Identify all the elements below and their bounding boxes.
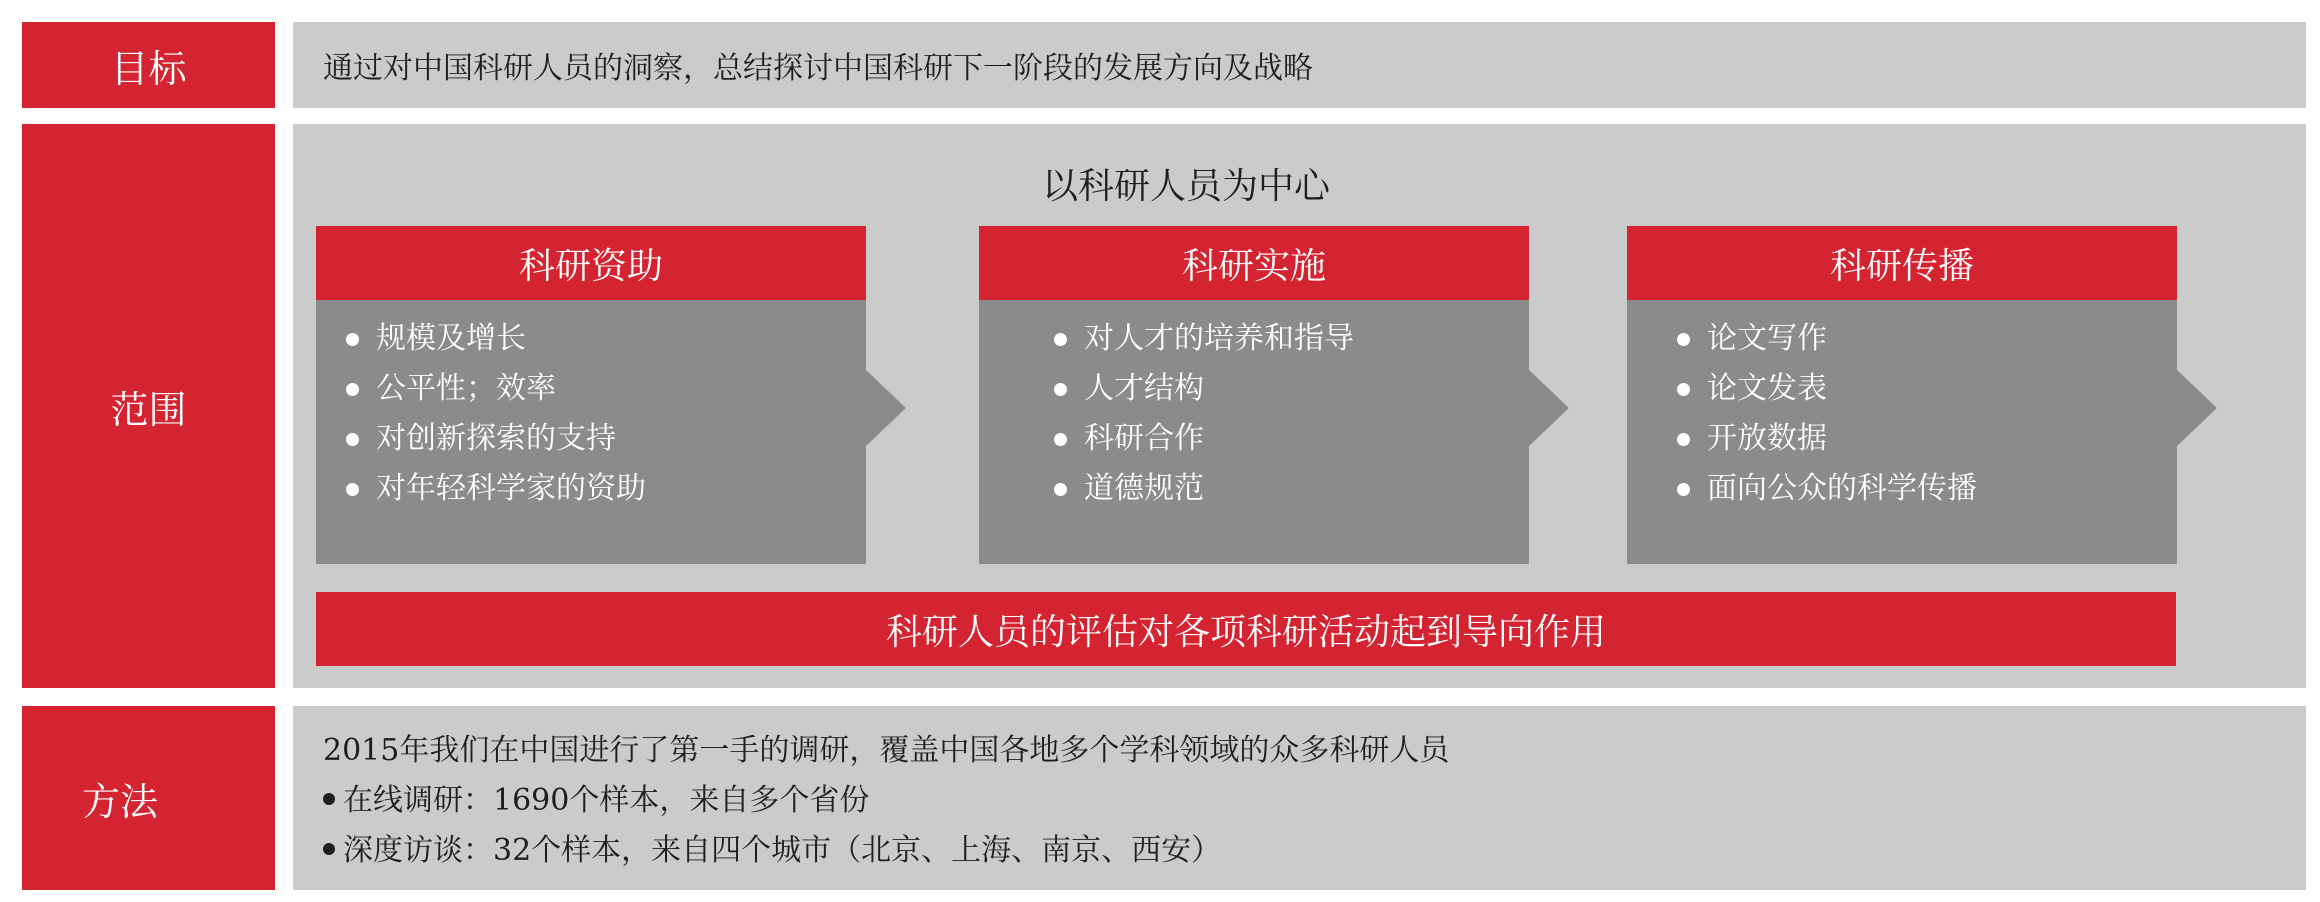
bullet-icon	[1677, 383, 1690, 396]
stage-body	[979, 300, 1529, 564]
list-item	[1627, 314, 2177, 364]
bullet-icon	[346, 383, 359, 396]
method-intro-text: 2015年我们在中国进行了第一手的调研，覆盖中国各地多个学科领域的众多科研人员	[323, 733, 1450, 768]
method-bullet-text: 深度访谈：32个样本，来自四个城市（北京、上海、南京、西安）	[343, 833, 1222, 868]
method-label-text: 方法	[82, 779, 159, 824]
stage-title: 科研传播	[1627, 226, 2177, 300]
list-item-text: 对创新探索的支持	[376, 421, 616, 456]
list-item-text: 道德规范	[1084, 471, 1204, 506]
arrow-right-icon	[1529, 370, 1569, 446]
bullet-icon	[1054, 433, 1067, 446]
scope-label-text: 范围	[110, 387, 187, 432]
bullet-icon	[1054, 483, 1067, 496]
goal-label-text: 目标	[110, 46, 187, 91]
list-item-text: 开放数据	[1707, 421, 1827, 456]
bullet-icon	[346, 433, 359, 446]
stage-item-list	[1627, 314, 2177, 514]
list-item	[979, 464, 1529, 514]
stage-item-list	[979, 314, 1529, 514]
stage-body	[316, 300, 866, 564]
list-item-text: 论文发表	[1707, 371, 1827, 406]
list-item	[316, 364, 866, 414]
scope-label	[22, 124, 275, 688]
list-item-text: 面向公众的科学传播	[1707, 471, 1977, 506]
list-item-text: 对年轻科学家的资助	[376, 471, 646, 506]
stage-title: 科研资助	[316, 226, 866, 300]
arrow-right-icon	[2177, 370, 2217, 446]
scope-content	[293, 124, 2306, 688]
bullet-icon	[1054, 383, 1067, 396]
goal-content	[293, 22, 2306, 108]
list-item-text: 人才结构	[1084, 371, 1204, 406]
list-item-text: 科研合作	[1084, 421, 1204, 456]
stage-research-dissemination	[1627, 226, 2177, 564]
method-content	[293, 706, 2306, 890]
goal-label	[22, 22, 275, 108]
bullet-icon	[1677, 483, 1690, 496]
stage-title: 科研实施	[979, 226, 1529, 300]
method-intro	[323, 726, 2276, 776]
bullet-icon	[1054, 333, 1067, 346]
list-item	[979, 364, 1529, 414]
method-bullet-text: 在线调研：1690个样本，来自多个省份	[343, 783, 870, 818]
bullet-icon	[1677, 433, 1690, 446]
list-item	[979, 314, 1529, 364]
stage-item-list	[316, 314, 866, 514]
bullet-icon	[323, 793, 335, 805]
list-item-text: 公平性；效率	[376, 371, 556, 406]
goal-text: 通过对中国科研人员的洞察，总结探讨中国科研下一阶段的发展方向及战略	[323, 51, 1313, 86]
list-item	[316, 314, 866, 364]
list-item-text: 规模及增长	[376, 321, 526, 356]
list-item-text: 对人才的培养和指导	[1084, 321, 1354, 356]
list-item-text: 论文写作	[1707, 321, 1827, 356]
method-bullet	[323, 826, 2276, 876]
list-item	[1627, 464, 2177, 514]
list-item	[316, 464, 866, 514]
stage-body	[1627, 300, 2177, 564]
bullet-icon	[323, 843, 335, 855]
bullet-icon	[346, 483, 359, 496]
method-bullet	[323, 776, 2276, 826]
evaluation-bar-text: 科研人员的评估对各项科研活动起到导向作用	[885, 611, 1606, 653]
bullet-icon	[346, 333, 359, 346]
list-item	[1627, 364, 2177, 414]
method-label	[22, 706, 275, 890]
scope-center-title: 以科研人员为中心	[1041, 166, 1330, 207]
list-item	[1627, 414, 2177, 464]
stage-research-implementation	[979, 226, 1529, 564]
list-item	[979, 414, 1529, 464]
evaluation-bar	[316, 592, 2176, 666]
bullet-icon	[1677, 333, 1690, 346]
arrow-right-icon	[866, 370, 906, 446]
list-item	[316, 414, 866, 464]
stage-research-funding	[316, 226, 866, 564]
